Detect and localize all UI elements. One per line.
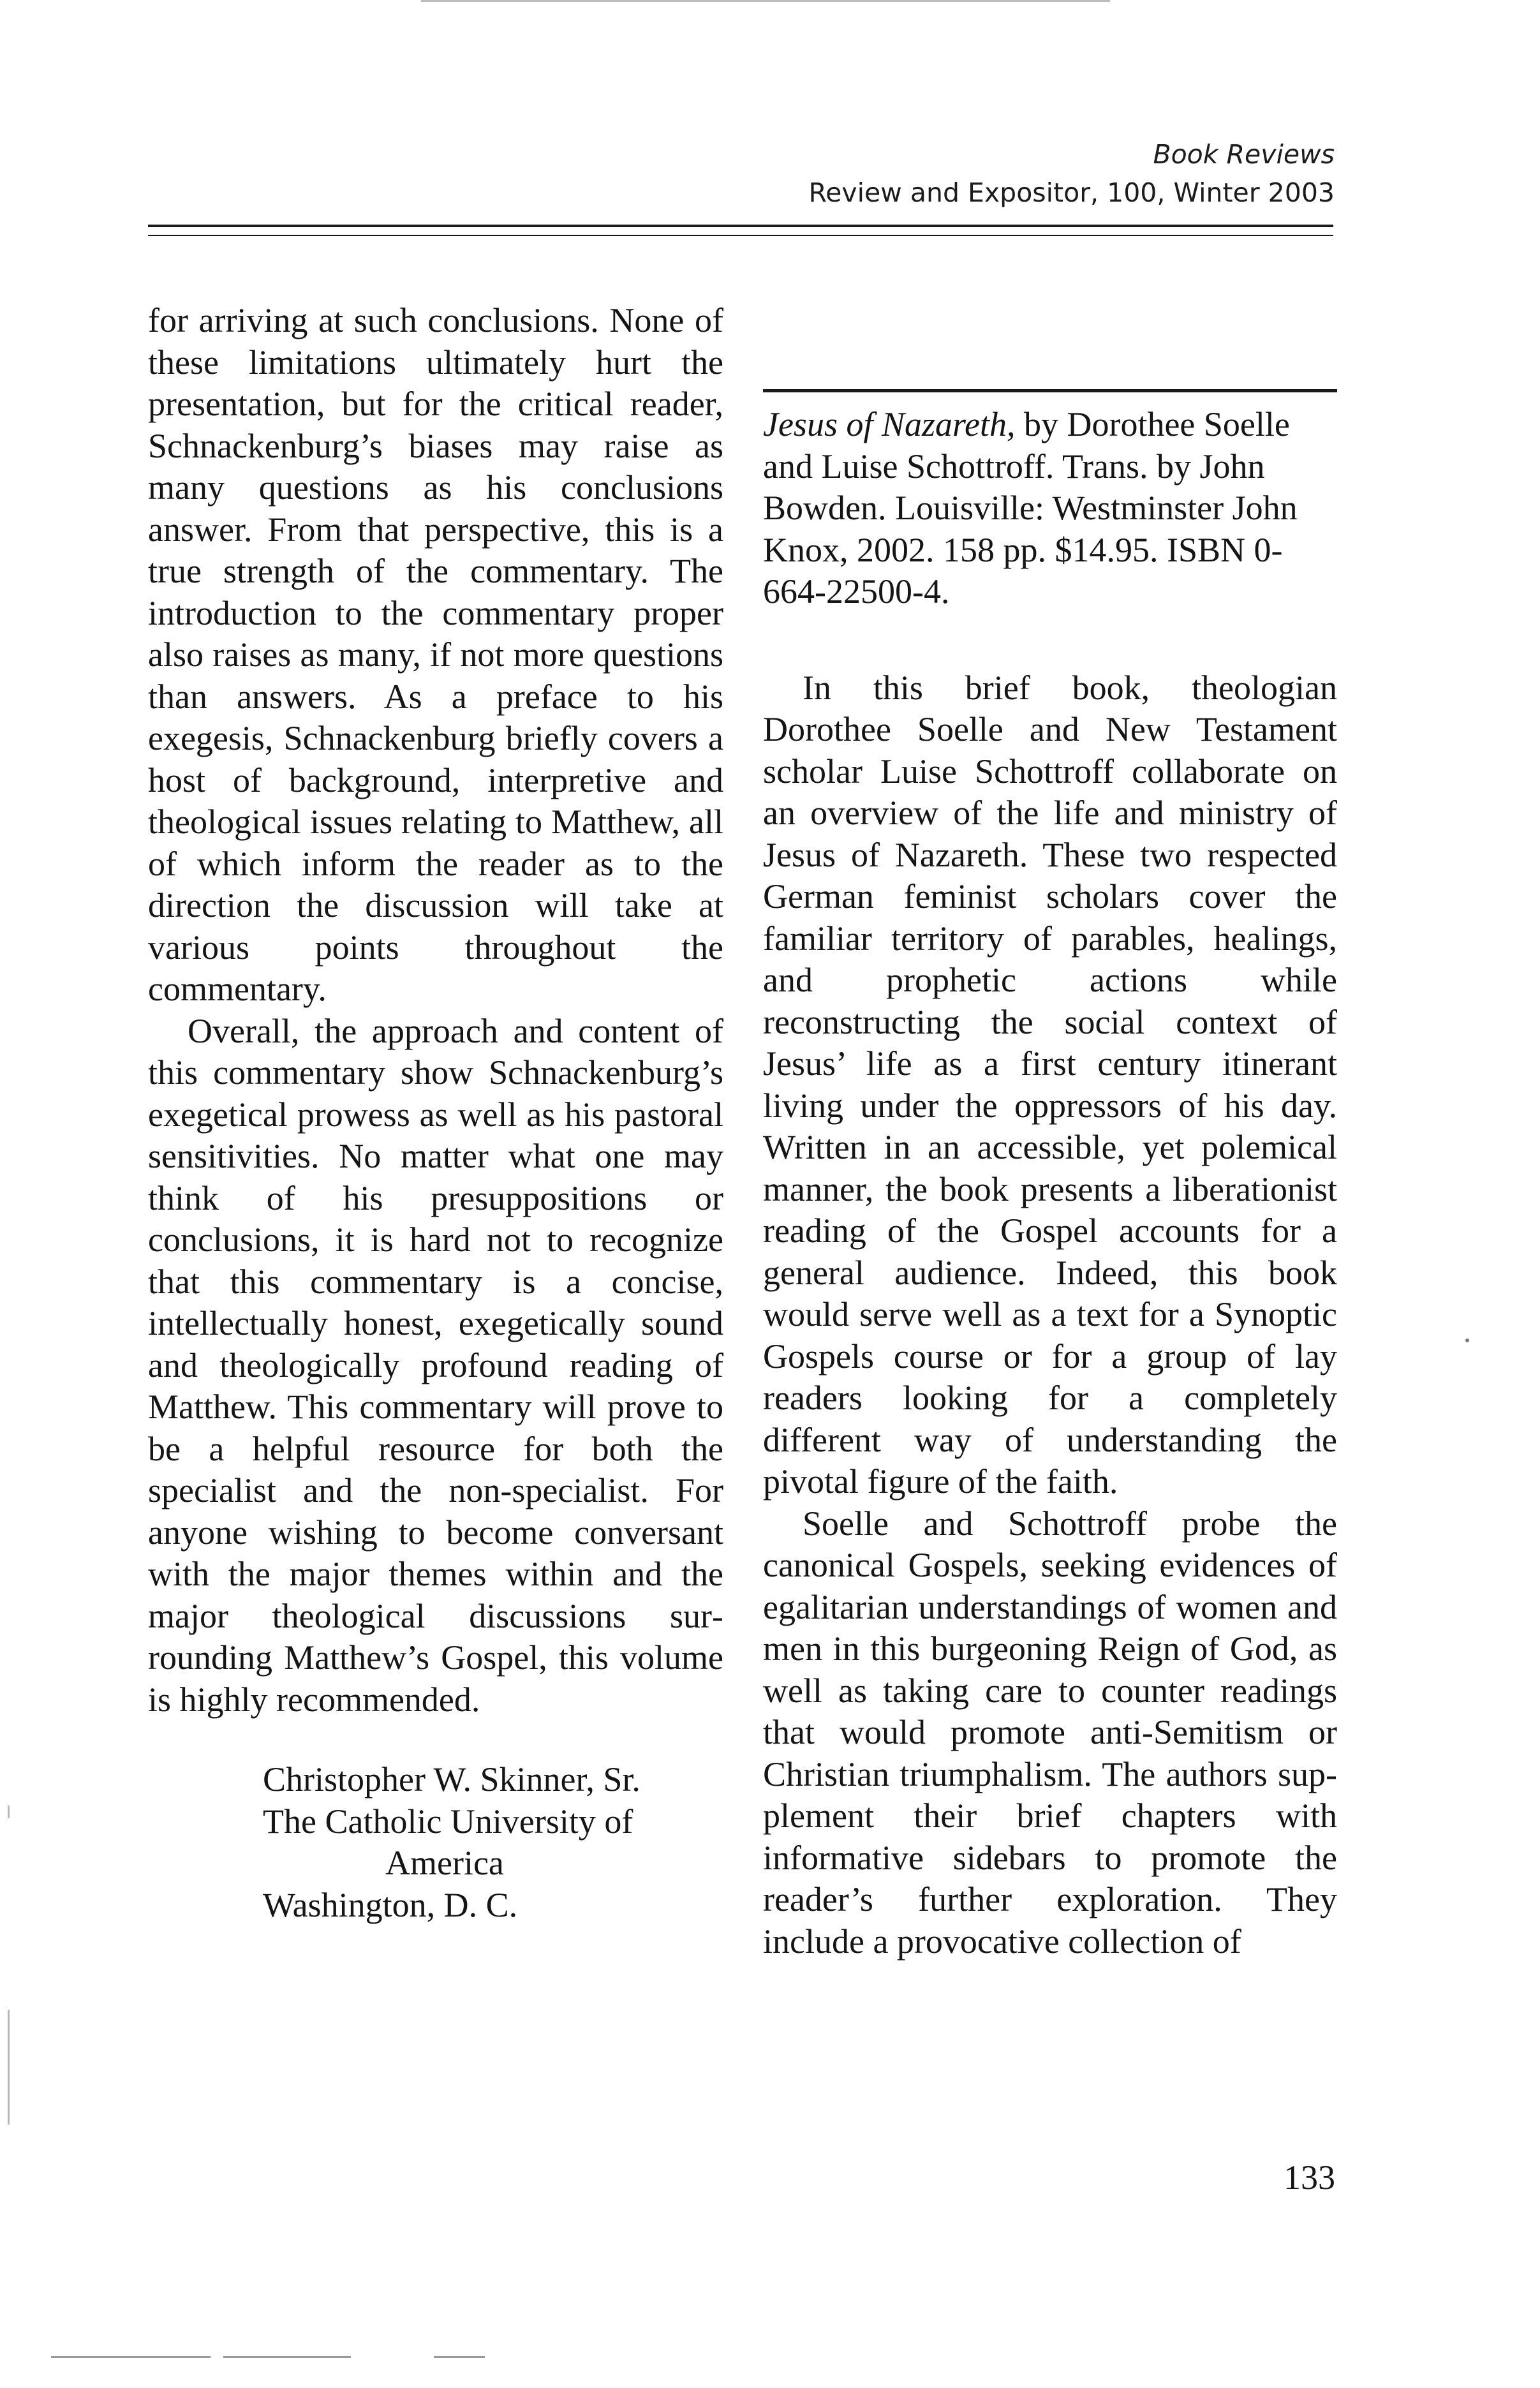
- reviewer-location: Washington, D. C.: [263, 1885, 518, 1924]
- scan-left-edge: [8, 2010, 10, 2125]
- book-citation-details: by Dorothee Soelle and Luise Schottroff. Trans. by John Bowden. Louisville: Westminster John Knox, 2002. 158 pp. $14.95. ISBN 0-664-22500-4.: [763, 405, 1298, 611]
- review-continuation-paragraph: for arriving at such conclusions. None of these limitations ultimately hurt the presentation, but for the critical reader, Schnackenburg’s biases may raise as many questions as his conclusions answer. From that perspective, this is a true strength of the commentary. The introduction to the commentary proper also raises as many, if not more questions than answers. As a preface to his exegesis, Schnackenburg briefly covers a host of background, interpretive and theological issues relating to Matthew, all of which inform the reader as to the direction the discussion will take at various points throughout the commentary.: [148, 301, 723, 1008]
- page-number: 133: [1284, 2158, 1335, 2197]
- header-journal-info: Review and Expositor, 100, Winter 2003: [808, 177, 1335, 208]
- header-section-title: Book Reviews: [1153, 139, 1335, 170]
- reviewer-institution: The Catholic University of: [263, 1802, 633, 1841]
- review-separator-rule: [763, 389, 1337, 392]
- scan-speck: [1465, 1339, 1469, 1342]
- book-citation: [763, 404, 1337, 613]
- reviewer-institution-cont: America: [385, 1844, 504, 1882]
- review-conclusion-paragraph: Overall, the approach and content of this commentary show Schnackenburg’s exegetical prowess as well as his pastoral sensitivities. No matter what one may think of his presuppositions or conclusions, it is hard not to recognize that this commentary is a concise, intellectually honest, exegetically sound and theologically profound reading of Matthew. This commentary will prove to be a helpful resource for both the specialist and the non-specialist. For anyone wishing to become conversant with the major themes within and the major theological discussions surrounding Matthew’s Gospel, this volume is highly recommended.: [148, 1011, 723, 1719]
- header-rule-thin: [148, 235, 1333, 236]
- scan-top-edge: [421, 0, 1110, 2]
- review-intro-paragraph: In this brief book, theologian Dorothee Soelle and New Testament scholar Luise Schottroff collaborate on an overview of the life and ministry of Jesus of Nazareth. These two respected German feminist scholars cover the familiar territory of parables, healings, and prophetic actions while reconstructing the social context of Jesus’ life as a first century itinerant living under the oppressors of his day. Written in an accessible, yet polemical manner, the book presents a liberationist reading of the Gospel accounts for a general audience. Indeed, this book would serve well as a text for a Synoptic Gospels course or for a group of lay readers looking for a completely different way of understanding the pivotal figure of the faith.: [763, 668, 1337, 1501]
- book-title: Jesus of Nazareth,: [763, 405, 1016, 443]
- right-column: [763, 300, 1337, 1962]
- reviewer-signature: [148, 1759, 723, 1926]
- reviewer-name: Christopher W. Skinner, Sr.: [263, 1760, 640, 1798]
- scan-bottom-edge: [51, 2356, 211, 2358]
- scan-bottom-edge: [434, 2356, 485, 2358]
- left-column: [148, 300, 723, 1926]
- header-rule-thick: [148, 225, 1333, 227]
- scan-left-edge: [8, 1806, 10, 1818]
- review-body-paragraph: Soelle and Schottroff probe the canonical Gospels, seeking evidences of egalitarian understandings of women and men in this burgeoning Reign of God, as well as taking care to counter readings that would promote anti-Semitism or Christian triumphalism. The authors supplement their brief chapters with informative sidebars to promote the reader’s further exploration. They include a provocative collection of: [763, 1504, 1337, 1961]
- scan-bottom-edge: [223, 2356, 351, 2358]
- running-header: [809, 135, 1335, 212]
